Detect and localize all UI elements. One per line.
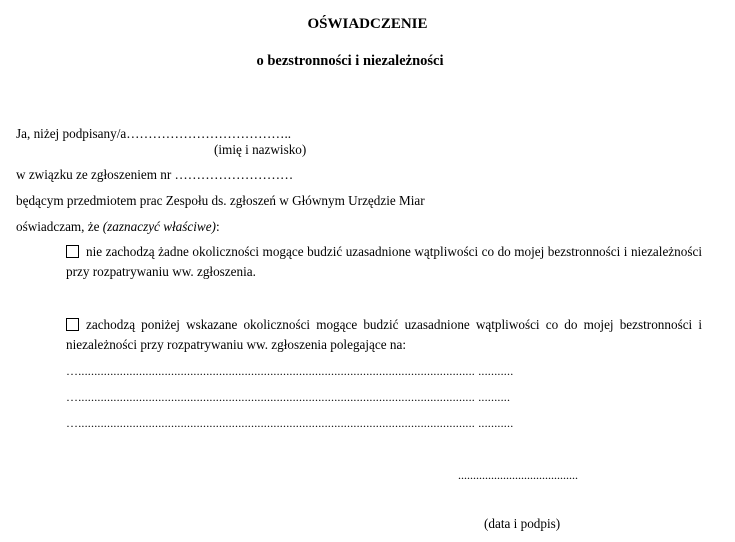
declaration-line <box>16 219 220 235</box>
subject-line: będącym przedmiotem prac Zespołu ds. zgłoszeń w Głównym Urzędzie Miar <box>16 193 425 208</box>
signature-line[interactable]: ........................................ <box>458 468 578 482</box>
fill-line-1[interactable]: …............................................................................................................................ ........... <box>66 364 514 378</box>
fill-line-2[interactable]: …............................................................................................................................ .......... <box>66 390 511 404</box>
option-circumstances-exist-text: zachodzą poniżej wskazane okoliczności mogące budzić uzasadnione wątpliwości co do mojej bezstronności i niezależności przy rozpatrywaniu ww. zgłoszenia polegające na: <box>66 317 702 352</box>
option-circumstances-exist <box>66 315 702 355</box>
option-no-circumstances-text: nie zachodzą żadne okoliczności mogące budzić uzasadnione wątpliwości co do mojej bezstronności i niezależności przy rozpatrywaniu ww. zgłoszenia. <box>66 244 702 279</box>
name-line: Ja, niżej podpisany/a……………………………….. <box>16 126 292 141</box>
name-sublabel: (imię i nazwisko) <box>214 142 307 157</box>
signature-label: (data i podpis) <box>484 516 561 531</box>
declaration-suffix: : <box>215 219 220 234</box>
page-title: OŚWIADCZENIE <box>307 16 428 32</box>
checkbox-no-circumstances[interactable] <box>66 245 79 258</box>
checkbox-circumstances-exist[interactable] <box>66 318 79 331</box>
page-subtitle: o bezstronności i niezależności <box>256 53 444 69</box>
declaration-prefix: oświadczam, że <box>16 219 103 234</box>
submission-line: w związku ze zgłoszeniem nr ……………………… <box>16 167 294 182</box>
declaration-instruction: (zaznaczyć właściwe) <box>102 219 216 234</box>
fill-line-3[interactable]: …............................................................................................................................ ........... <box>66 416 514 430</box>
option-no-circumstances <box>66 242 702 282</box>
